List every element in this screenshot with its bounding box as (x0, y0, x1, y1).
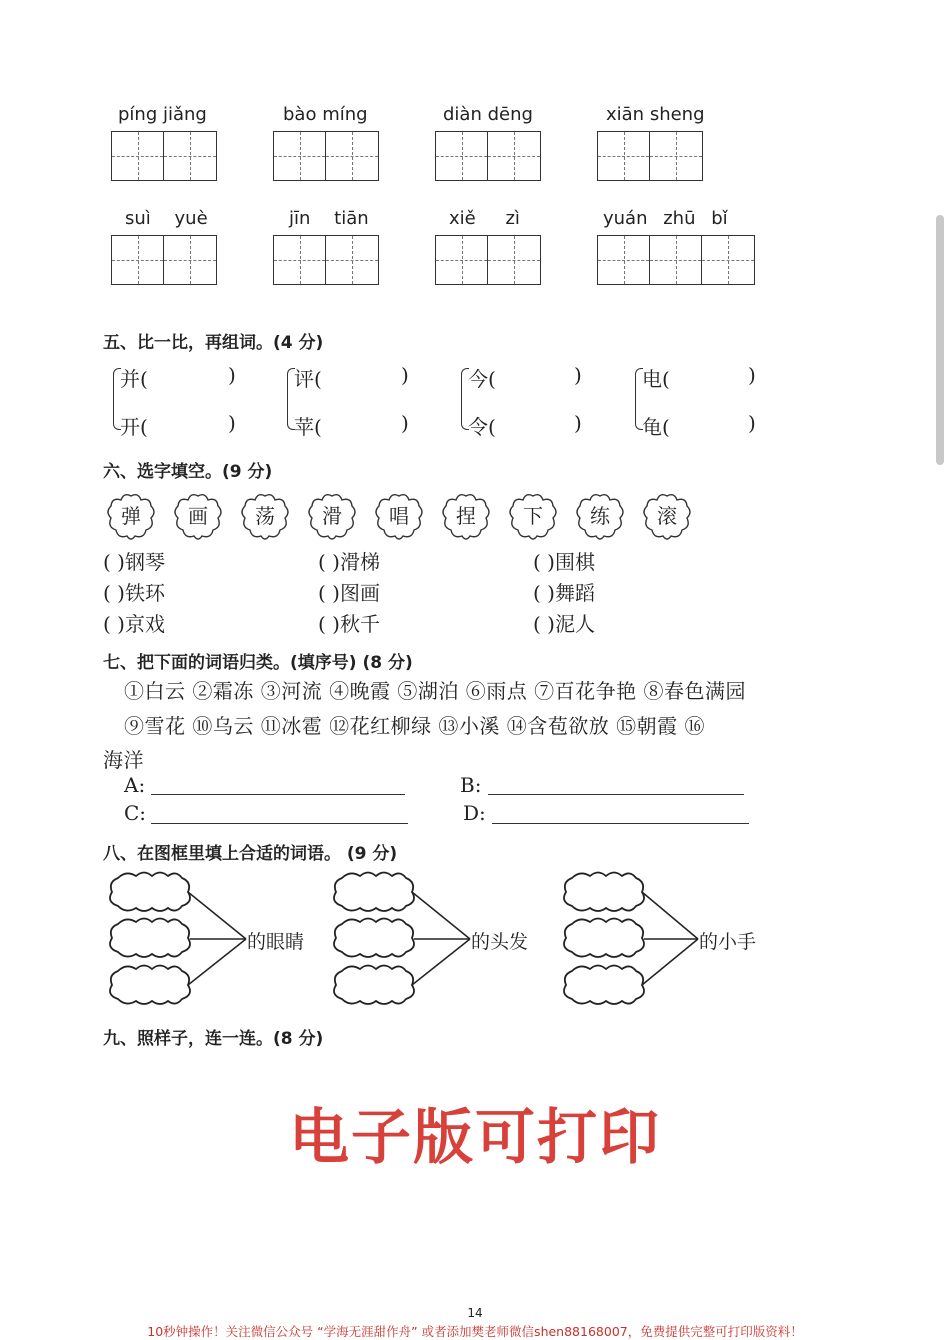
paren-close: ) (228, 411, 236, 435)
flower-char: 唱 (389, 504, 409, 528)
flower-char: 捏 (456, 504, 476, 528)
cloud-group-hair (334, 873, 470, 1005)
target-word: 的眼睛 (247, 931, 305, 953)
fill-item: ( )铁环 (103, 581, 165, 605)
pinyin-label: diàn dēng (443, 104, 533, 125)
cloud-box[interactable] (110, 966, 190, 1005)
word-list-line: ⑨雪花 ⑩乌云 ⑪冰雹 ⑫花红柳绿 ⑬小溪 ⑭含苞欲放 ⑮朝霞 ⑯ (124, 714, 706, 738)
scrollbar[interactable] (936, 215, 944, 465)
flower-char-box (241, 492, 289, 540)
section-5-title: 五、比一比，再组词。(4 分) (103, 333, 324, 353)
cloud-box[interactable] (110, 919, 190, 958)
answer-line-c[interactable] (151, 823, 408, 824)
flower-char-box (375, 492, 423, 540)
word-list-line: ①白云 ②霜冻 ③河流 ④晚霞 ⑤湖泊 ⑥雨点 ⑦百花争艳 ⑧春色满园 (124, 679, 747, 703)
flower-char-box (174, 492, 222, 540)
cloud-box[interactable] (564, 919, 644, 958)
tianzi-grid[interactable] (597, 235, 755, 285)
pinyin-label: xiě zì (449, 208, 520, 229)
answer-label-d: D: (463, 801, 486, 825)
compare-top: 评( (294, 367, 322, 391)
answer-label-c: C: (124, 801, 147, 825)
flower-char-box (576, 492, 624, 540)
paren-close: ) (748, 363, 756, 387)
fill-item: ( )图画 (318, 581, 380, 605)
footer-note: 10秒钟操作！关注微信公众号 “学海无涯甜作舟” 或者添加樊老师微信shen88168007，免费提供完整可打印版资料！ (147, 1324, 803, 1339)
fill-item: ( )钢琴 (103, 550, 165, 574)
fill-item: ( )泥人 (533, 612, 595, 636)
flower-char: 画 (188, 504, 208, 528)
tianzi-grid[interactable] (273, 131, 379, 181)
flower-char-box (308, 492, 356, 540)
fill-item: ( )京戏 (103, 612, 165, 636)
target-word: 的头发 (471, 931, 529, 953)
pinyin-label: píng jiǎng (118, 104, 207, 125)
section-7-title: 七、把下面的词语归类。(填序号) (8 分) (103, 653, 413, 673)
flower-char: 滚 (657, 504, 677, 528)
word-list-line: 海洋 (103, 748, 144, 772)
pinyin-label: bào míng (283, 104, 368, 125)
tianzi-grid[interactable] (435, 235, 541, 285)
flower-char: 滑 (322, 504, 342, 528)
paren-close: ) (228, 363, 236, 387)
pinyin-label: suì yuè (125, 208, 208, 229)
flower-char: 练 (590, 504, 610, 528)
paren-close: ) (574, 411, 582, 435)
section-6-title: 六、选字填空。(9 分) (103, 462, 273, 482)
flower-char: 弹 (121, 504, 141, 528)
flower-char: 下 (523, 504, 543, 528)
paren-close: ) (574, 363, 582, 387)
paren-close: ) (401, 363, 409, 387)
target-word: 的小手 (699, 931, 757, 953)
flower-char-box (509, 492, 557, 540)
cloud-box[interactable] (564, 873, 644, 912)
cloud-box[interactable] (334, 919, 414, 958)
cloud-box[interactable] (334, 873, 414, 912)
pinyin-label: jīn tiān (289, 208, 369, 229)
compare-bottom: 令( (468, 415, 496, 439)
compare-top: 今( (468, 367, 496, 391)
compare-top: 并( (120, 367, 148, 391)
answer-label-b: B: (460, 773, 482, 797)
flower-char-box (643, 492, 691, 540)
tianzi-grid[interactable] (111, 131, 217, 181)
cloud-group-hands (564, 873, 698, 1005)
fill-item: ( )秋千 (318, 612, 380, 636)
fill-item: ( )滑梯 (318, 550, 380, 574)
compare-bottom: 龟( (642, 415, 670, 439)
cloud-group-eyes (110, 873, 246, 1005)
flower-char: 荡 (255, 504, 275, 528)
cloud-box[interactable] (334, 966, 414, 1005)
cloud-box[interactable] (564, 966, 644, 1005)
paren-close: ) (748, 411, 756, 435)
answer-label-a: A: (124, 773, 146, 797)
cloud-box[interactable] (110, 873, 190, 912)
pinyin-label: xiān sheng (606, 104, 705, 125)
flower-char-box (442, 492, 490, 540)
pinyin-label: yuán zhū bǐ (603, 208, 728, 229)
section-8-title: 八、在图框里填上合适的词语。 (9 分) (103, 844, 398, 864)
flower-char-box (107, 492, 155, 540)
paren-close: ) (401, 411, 409, 435)
cloud-diagram (100, 866, 800, 1011)
compare-top: 电( (642, 367, 670, 391)
tianzi-grid[interactable] (273, 235, 379, 285)
tianzi-grid[interactable] (597, 131, 703, 181)
answer-line-a[interactable] (151, 794, 405, 795)
compare-bottom: 苹( (294, 415, 322, 439)
fill-item: ( )舞蹈 (533, 581, 595, 605)
answer-line-d[interactable] (492, 823, 749, 824)
answer-line-b[interactable] (488, 794, 744, 795)
fill-item: ( )围棋 (533, 550, 595, 574)
page-number: 14 (467, 1306, 483, 1320)
print-banner: 电子版可打印 (289, 1103, 661, 1173)
tianzi-grid[interactable] (435, 131, 541, 181)
compare-bottom: 开( (120, 415, 148, 439)
tianzi-grid[interactable] (111, 235, 217, 285)
section-9-title: 九、照样子，连一连。(8 分) (103, 1029, 324, 1049)
